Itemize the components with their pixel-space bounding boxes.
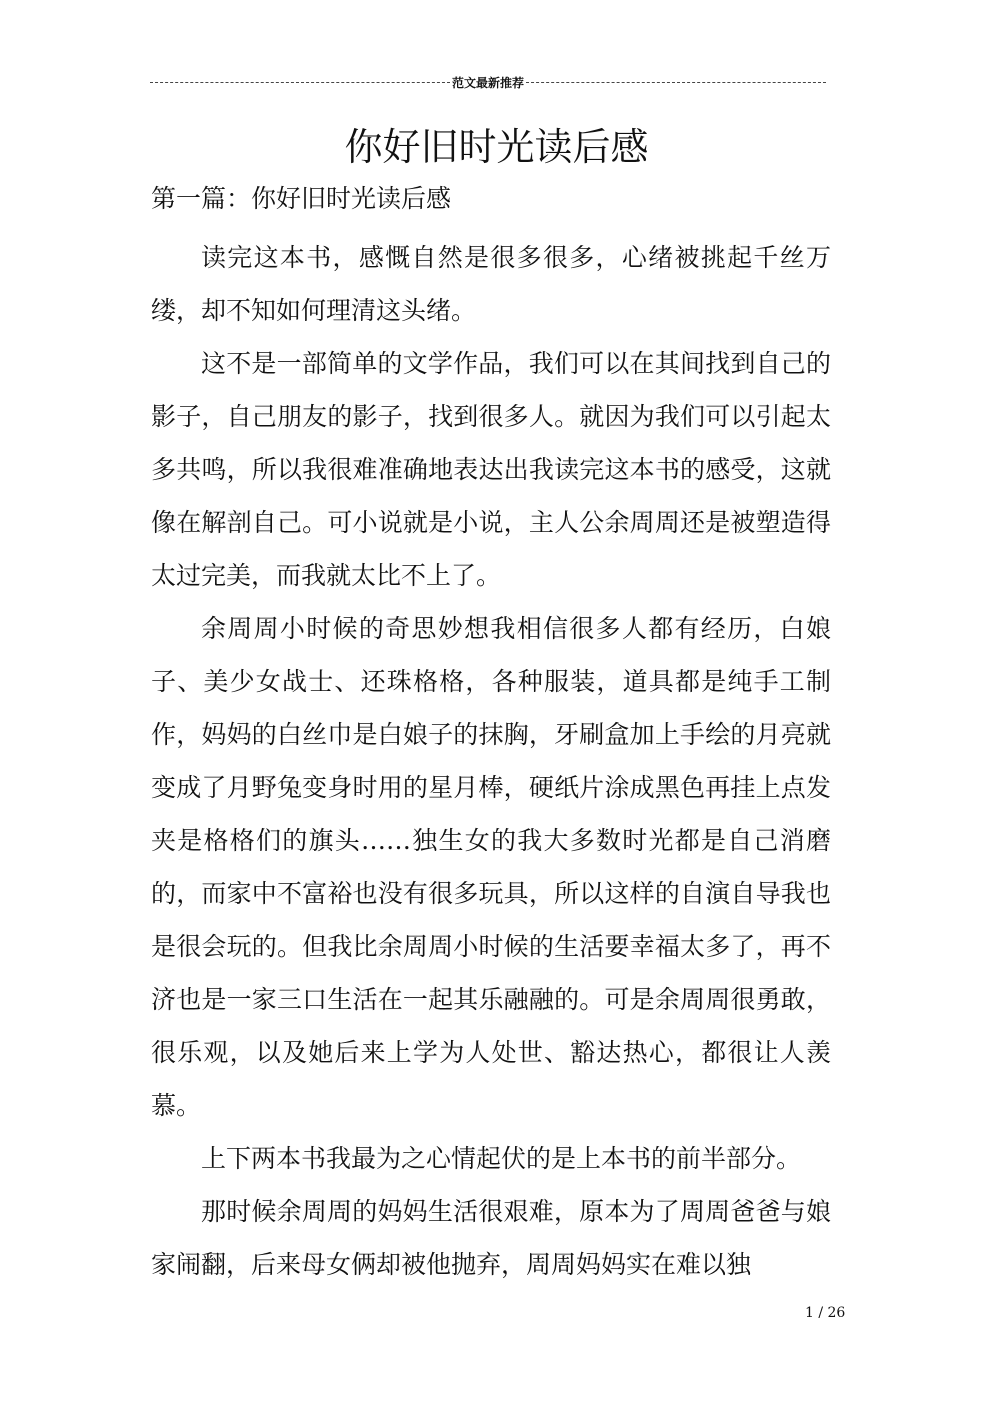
paragraph: 余周周小时候的奇思妙想我相信很多人都有经历，白娘子、美少女战士、还珠格格，各种服装，道具都是纯手工制作，妈妈的白丝巾是白娘子的抹胸，牙刷盒加上手绘的月亮就变成了月野兔变身时用的星月棒，硬纸片涂成黑色再挂上点发夹是格格们的旗头……独生女的我大多数时光都是自己消磨的，而家中不富裕也没有很多玩具，所以这样的自演自导我也是很会玩的。但我比余周周小时候的生活要幸福太多了，再不济也是一家三口生活在一起其乐融融的。可是余周周很勇敢，很乐观，以及她后来上学为人处世、豁达热心，都很让人羡慕。 (151, 614, 831, 1120)
section-title: 第一篇：你好旧时光读后感 (151, 184, 452, 213)
header-rule (150, 72, 826, 92)
page-number: 1 / 26 (805, 1305, 846, 1321)
document-body (151, 231, 831, 1291)
paragraph: 上下两本书我最为之心情起伏的是上本书的前半部分。 (201, 1144, 802, 1173)
paragraph: 那时候余周周的妈妈生活很艰难，原本为了周周爸爸与娘家闹翻，后来母女俩却被他抛弃，周周妈妈实在难以独 (151, 1197, 831, 1279)
header-dash-right (526, 82, 826, 83)
header-dash-left (150, 82, 450, 83)
paragraph: 这不是一部简单的文学作品，我们可以在其间找到自己的影子，自己朋友的影子，找到很多人。就因为我们可以引起太多共鸣，所以我很难准确地表达出我读完这本书的感受，这就像在解剖自己。可小说就是小说，主人公余周周还是被塑造得太过完美，而我就太比不上了。 (151, 349, 831, 590)
header-label: 范文最新推荐 (452, 75, 525, 90)
paragraph: 读完这本书，感慨自然是很多很多，心绪被挑起千丝万缕，却不知如何理清这头绪。 (151, 243, 831, 325)
document-title: 你好旧时光读后感 (344, 125, 649, 169)
